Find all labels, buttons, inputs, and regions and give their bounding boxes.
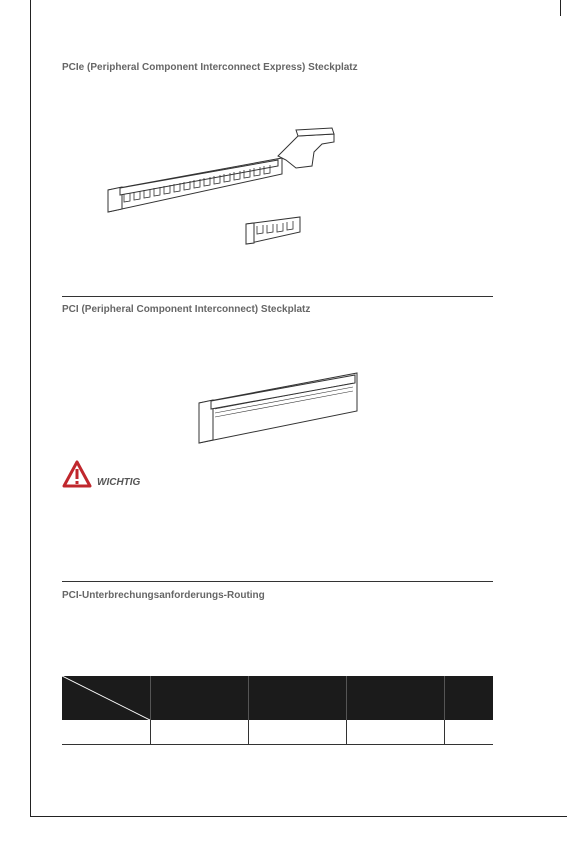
important-label: WICHTIG	[97, 477, 141, 488]
table-cell	[248, 720, 346, 745]
table-cell	[62, 720, 151, 745]
table-row	[62, 720, 493, 745]
diagonal-divider	[62, 676, 150, 720]
pcie-slot-latch	[278, 134, 334, 168]
irq-section-title: PCI-Unterbrechungsanforderungs-Routing	[62, 590, 265, 601]
table-header-cell	[346, 676, 444, 720]
page-corner-tick	[560, 0, 561, 16]
warning-icon	[62, 460, 92, 488]
pci-section-title: PCI (Peripheral Component Interconnect) Steckplatz	[62, 304, 311, 315]
table-header-cell	[444, 676, 493, 720]
table-cell	[151, 720, 249, 745]
table-cell	[346, 720, 444, 745]
table-cell	[444, 720, 493, 745]
section-divider	[62, 581, 493, 582]
irq-routing-table	[62, 676, 493, 745]
table-corner-cell	[62, 676, 151, 720]
table-header-row	[62, 676, 493, 720]
important-notice	[62, 460, 141, 492]
table-header-cell	[151, 676, 249, 720]
section-divider	[62, 296, 493, 297]
pci-slot-illustration	[195, 365, 365, 450]
table-header-cell	[248, 676, 346, 720]
pcie-section-title: PCIe (Peripheral Component Interconnect Express) Steckplatz	[62, 62, 358, 73]
pcie-slot-illustration	[100, 120, 350, 260]
